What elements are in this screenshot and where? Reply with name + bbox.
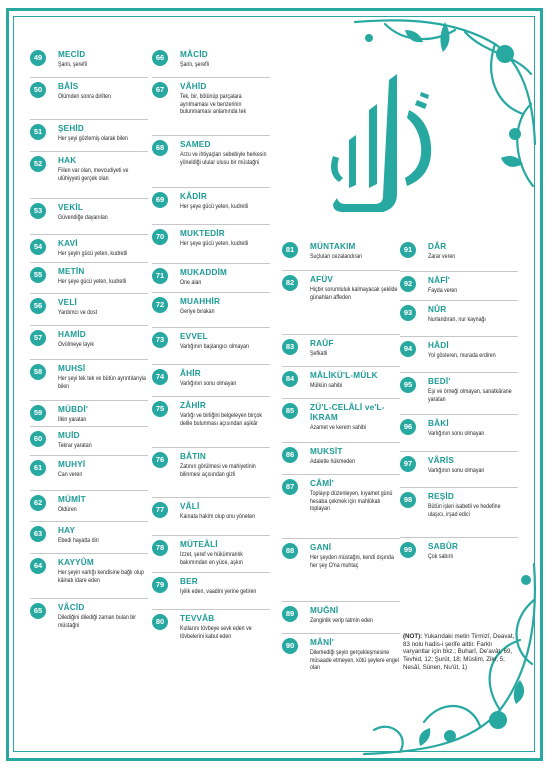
- divine-name: METİN: [58, 267, 85, 276]
- name-entry: [282, 270, 400, 334]
- names-column-1: [30, 46, 148, 636]
- name-meaning: Kainata hakim olup onu yöneten: [180, 513, 256, 520]
- name-entry: [30, 490, 148, 521]
- divine-name: MECİD: [58, 50, 86, 59]
- divine-name: MÜMİT: [58, 495, 86, 504]
- divine-name: VÂCİD: [58, 603, 85, 612]
- name-meaning: Her şeyden müstağni, kendi dışında her şey O'na muhtaç: [310, 554, 394, 569]
- divine-name: MUKADDİM: [180, 268, 228, 277]
- divine-name: BER: [180, 577, 198, 586]
- divine-name: VÂRİS: [428, 456, 455, 465]
- name-entry: [30, 119, 148, 151]
- divine-name: KAVİ: [58, 239, 78, 248]
- name-entry: [282, 366, 400, 398]
- divine-name: ZÜ'L-CELÂLİ ve'L-İKRAM: [310, 403, 385, 422]
- name-meaning: Çok sabırlı: [428, 553, 454, 560]
- name-meaning: Her şeye gücü yeten, kudretli: [180, 203, 249, 210]
- divine-name: KÂDİR: [180, 192, 207, 201]
- divine-name: MUHYİ: [58, 460, 86, 469]
- divine-name: MÂLİKÜ'L-MÜLK: [310, 371, 378, 380]
- entry-number-badge: 97: [400, 456, 416, 472]
- allah-calligraphy-icon: [325, 70, 445, 230]
- entry-number-badge: 81: [282, 242, 298, 258]
- name-entry: [152, 292, 270, 327]
- divine-name: MUAHHİR: [180, 297, 221, 306]
- name-entry: [30, 325, 148, 359]
- entry-number-badge: 86: [282, 447, 298, 463]
- name-meaning: Dilemediği şeyin gerçekleşmesine müsaade etmeyen, kötü şeylere engel olan: [310, 649, 399, 672]
- divine-name: MÜTEÂLİ: [180, 540, 218, 549]
- divine-name: BEDİ': [428, 377, 451, 386]
- name-entry: [152, 224, 270, 263]
- divine-name: REŞİD: [428, 492, 455, 501]
- divine-name: MUHSİ: [58, 364, 86, 373]
- entry-number-badge: 49: [30, 50, 46, 66]
- entry-number-badge: 50: [30, 82, 46, 98]
- divine-name: CÂMİ': [310, 479, 334, 488]
- divine-name: VÂLİ: [180, 502, 200, 511]
- divine-name: MUKSİT: [310, 447, 343, 456]
- name-entry: [400, 451, 518, 487]
- entry-number-badge: 76: [152, 452, 168, 468]
- divine-name: VEKİL: [58, 203, 84, 212]
- divine-name: HAY: [58, 526, 76, 535]
- name-meaning: Yardımcı ve dost: [58, 309, 98, 316]
- name-entry: [400, 537, 518, 574]
- name-meaning: Ölümden sonra dirilten: [58, 93, 111, 100]
- name-meaning: Arzu ve ihtiyaçları sebebiyle herkesin yöneldiği ulular ulusu bir müstağni: [180, 151, 267, 166]
- name-entry: [30, 46, 148, 77]
- name-entry: [400, 487, 518, 537]
- source-note: [403, 633, 515, 672]
- name-meaning: Her şeye gücü yeten, kudretli: [180, 240, 249, 247]
- name-meaning: Her şeyi gözlemiş olarak bilen: [58, 135, 128, 142]
- name-meaning: Varlığının sonu olmayan: [428, 430, 485, 437]
- name-meaning: Her şeyin varlığı kendisine bağlı olup kâinatı idare eden: [58, 569, 144, 584]
- name-meaning: Nurlandıran, nur kaynağı: [428, 316, 486, 323]
- name-meaning: Geriye bırakan: [180, 308, 215, 315]
- name-entry: [400, 300, 518, 336]
- name-entry: [30, 262, 148, 293]
- entry-number-badge: 55: [30, 267, 46, 283]
- entry-number-badge: 85: [282, 403, 298, 419]
- name-meaning: Bütün işleri isabetli ve hedefine ulaşıcı, irşad edici: [428, 503, 501, 518]
- entry-number-badge: 91: [400, 242, 416, 258]
- name-meaning: Yol gösteren, murada erdiren: [428, 352, 496, 359]
- name-meaning: Ebedi hayatta diri: [58, 537, 99, 544]
- name-entry: [282, 601, 400, 633]
- divine-name: RAÛF: [310, 339, 334, 348]
- name-entry: [152, 263, 270, 292]
- name-entry: [30, 293, 148, 325]
- name-entry: [152, 572, 270, 609]
- name-meaning: Öldüren: [58, 506, 77, 513]
- name-meaning: Zarar veren: [428, 253, 456, 260]
- divine-name: MÂCİD: [180, 50, 208, 59]
- entry-number-badge: 99: [400, 542, 416, 558]
- name-meaning: İlkin yaratan: [58, 416, 87, 423]
- entry-number-badge: 80: [152, 614, 168, 630]
- entry-number-badge: 95: [400, 377, 416, 393]
- entry-number-badge: 51: [30, 124, 46, 140]
- entry-number-badge: 68: [152, 140, 168, 156]
- divine-name: DÂR: [428, 242, 447, 251]
- divine-name: VELİ: [58, 298, 77, 307]
- entry-number-badge: 96: [400, 419, 416, 435]
- name-entry: [30, 198, 148, 234]
- name-entry: [152, 497, 270, 535]
- entry-number-badge: 72: [152, 297, 168, 313]
- entry-number-badge: 60: [30, 431, 46, 447]
- divine-name: BÂİS: [58, 82, 79, 91]
- divine-name: MUKTEDİR: [180, 229, 225, 238]
- name-meaning: Can veren: [58, 471, 83, 478]
- entry-number-badge: 52: [30, 156, 46, 172]
- name-entry: [152, 187, 270, 224]
- name-meaning: Güvendiğe dayanılan: [58, 214, 108, 221]
- divine-name: HAMİD: [58, 330, 86, 339]
- names-column-2: [152, 46, 270, 655]
- name-meaning: Şanlı, şerefli: [58, 61, 87, 68]
- entry-number-badge: 56: [30, 298, 46, 314]
- entry-number-badge: 66: [152, 50, 168, 66]
- entry-number-badge: 89: [282, 606, 298, 622]
- name-entry: [282, 442, 400, 474]
- divine-name: HÂDİ: [428, 341, 449, 350]
- entry-number-badge: 57: [30, 330, 46, 346]
- entry-number-badge: 70: [152, 229, 168, 245]
- name-meaning: Eşi ve örneği olmayan, sanatkârane yaratan: [428, 388, 512, 403]
- name-entry: [152, 535, 270, 572]
- divine-name: ZÂHİR: [180, 401, 207, 410]
- name-entry: [152, 327, 270, 364]
- divine-name: GANİ: [310, 543, 332, 552]
- name-meaning: Azamet ve kerem sahibi: [310, 424, 367, 431]
- name-meaning: Hiçbir sorumluluk kalmayacak şekilde günahları affeden: [310, 286, 398, 301]
- entry-number-badge: 82: [282, 275, 298, 291]
- name-entry: [282, 238, 400, 270]
- name-meaning: Suçluları cezalandıran: [310, 253, 363, 260]
- entry-number-badge: 77: [152, 502, 168, 518]
- divine-name: MUĞNİ: [310, 606, 339, 615]
- names-column-3: [282, 238, 400, 691]
- entry-number-badge: 84: [282, 371, 298, 387]
- entry-number-badge: 59: [30, 405, 46, 421]
- name-meaning: Öne alan: [180, 279, 202, 286]
- entry-number-badge: 69: [152, 192, 168, 208]
- name-meaning: Zatının görülmesi ve mahiyetinin bilinmesi açısından gizli: [180, 463, 256, 478]
- name-entry: [30, 598, 148, 636]
- names-column-4: [400, 238, 518, 574]
- entry-number-badge: 92: [400, 276, 416, 292]
- entry-number-badge: 88: [282, 543, 298, 559]
- divine-name: VÂHİD: [180, 82, 207, 91]
- name-entry: [30, 400, 148, 426]
- name-entry: [282, 538, 400, 601]
- divine-name: HAK: [58, 156, 77, 165]
- divine-name: SAMED: [180, 140, 211, 149]
- entry-number-badge: 67: [152, 82, 168, 98]
- name-entry: [152, 609, 270, 655]
- entry-number-badge: 74: [152, 369, 168, 385]
- divine-name: NÛR: [428, 305, 447, 314]
- name-entry: [152, 135, 270, 187]
- divine-name: SABÛR: [428, 542, 459, 551]
- name-entry: [30, 234, 148, 262]
- name-meaning: Kullarını tövbeye sevk eden ve tövbelerini kabul eden: [180, 625, 252, 640]
- divine-name: MÜBDİ': [58, 405, 88, 414]
- entry-number-badge: 58: [30, 364, 46, 380]
- entry-number-badge: 61: [30, 460, 46, 476]
- name-meaning: Varlığının sonu olmayan: [428, 467, 485, 474]
- divine-name: BÂKİ: [428, 419, 449, 428]
- name-entry: [152, 77, 270, 135]
- name-meaning: Toplayıp düzenleyen, kıyamet günü hesaba çekmek için mahlûkatı toplayan: [310, 490, 393, 513]
- name-meaning: İyilik eden, vaadini yerine getiren: [180, 588, 257, 595]
- entry-number-badge: 94: [400, 341, 416, 357]
- entry-number-badge: 53: [30, 203, 46, 219]
- divine-name: BÂTIN: [180, 452, 207, 461]
- name-meaning: Dilediğini dilediği zaman bulan bir müstağni: [58, 614, 137, 629]
- entry-number-badge: 79: [152, 577, 168, 593]
- entry-number-badge: 65: [30, 603, 46, 619]
- name-entry: [152, 447, 270, 497]
- name-entry: [282, 474, 400, 538]
- divine-name: ÂHİR: [180, 369, 201, 378]
- entry-number-badge: 63: [30, 526, 46, 542]
- note-label: (NOT):: [403, 633, 423, 640]
- name-meaning: Şefkatli: [310, 350, 328, 357]
- entry-number-badge: 83: [282, 339, 298, 355]
- name-entry: [30, 553, 148, 598]
- name-meaning: Tekrar yaratan: [58, 442, 92, 449]
- name-entry: [400, 238, 518, 271]
- name-meaning: Fayda veren: [428, 287, 458, 294]
- name-entry: [152, 364, 270, 396]
- name-entry: [282, 633, 400, 691]
- note-text: Yukarıdaki metin Tirmizî, Deavat, 83 nolu hadis-i şerife aittir. Farklı varyantlar için bkz.; Buharî, De'avât, 69, Tevhid, 12; Şurût, 18; Müslim, Zikr, 5; Nesâî, Sünen, Nu'ût, 1): [403, 633, 515, 671]
- name-entry: [30, 77, 148, 119]
- name-meaning: Şanlı, şerefli: [180, 61, 209, 68]
- name-entry: [282, 398, 400, 442]
- name-meaning: Övülmeye layık: [58, 341, 94, 348]
- name-entry: [400, 372, 518, 414]
- entry-number-badge: 75: [152, 401, 168, 417]
- name-entry: [152, 396, 270, 447]
- name-entry: [30, 521, 148, 553]
- divine-name: MÜNTAKIM: [310, 242, 356, 251]
- name-meaning: Her şeye gücü yeten, kudretli: [58, 278, 127, 285]
- divine-name: NÂFİ': [428, 276, 451, 285]
- divine-name: MUİD: [58, 431, 80, 440]
- entry-number-badge: 64: [30, 558, 46, 574]
- name-meaning: Adaletle hükmeden: [310, 458, 356, 465]
- entry-number-badge: 78: [152, 540, 168, 556]
- entry-number-badge: 54: [30, 239, 46, 255]
- name-entry: [400, 336, 518, 372]
- name-entry: [400, 414, 518, 451]
- divine-name: KAYYÛM: [58, 558, 94, 567]
- name-entry: [282, 334, 400, 366]
- name-entry: [30, 455, 148, 490]
- entry-number-badge: 87: [282, 479, 298, 495]
- name-meaning: Fiilen var olan, mevcudiyeti ve ulûhiyyeti gerçek olan: [58, 167, 129, 182]
- entry-number-badge: 73: [152, 332, 168, 348]
- name-entry: [400, 271, 518, 300]
- name-meaning: Mülkün sahibi: [310, 382, 343, 389]
- name-entry: [30, 151, 148, 198]
- name-meaning: Varlığı ve birliğini belgeleyen birçok delile bulunması açısından aşikâr: [180, 412, 263, 427]
- name-meaning: Varlığının sonu olmayan: [180, 380, 237, 387]
- divine-name: EVVEL: [180, 332, 208, 341]
- name-meaning: Her şeyin gücü yeten, kudretli: [58, 250, 128, 257]
- name-entry: [152, 46, 270, 77]
- name-entry: [30, 359, 148, 400]
- entry-number-badge: 98: [400, 492, 416, 508]
- divine-name: AFÜV: [310, 275, 334, 284]
- name-meaning: İzzet, şeref ve hükümranlık bakımından en yüce, aşkın: [180, 551, 243, 566]
- entry-number-badge: 93: [400, 305, 416, 321]
- name-meaning: Her şeyi tek tek ve bütün ayrıntılarıyla bilen: [58, 375, 146, 390]
- divine-name: TEVVÂB: [180, 614, 215, 623]
- name-entry: [30, 426, 148, 455]
- entry-number-badge: 90: [282, 638, 298, 654]
- entry-number-badge: 71: [152, 268, 168, 284]
- name-meaning: Tek, bir, bölünüp parçalara ayrılmaması ve benzerinin bulunmaması anlamında tek: [180, 93, 247, 116]
- name-meaning: Zenginlik verip tatmin eden: [310, 617, 373, 624]
- divine-name: ŞEHİD: [58, 124, 85, 133]
- name-meaning: Varlığının başlangıcı olmayan: [180, 343, 249, 350]
- entry-number-badge: 62: [30, 495, 46, 511]
- divine-name: MÂNİ': [310, 638, 334, 647]
